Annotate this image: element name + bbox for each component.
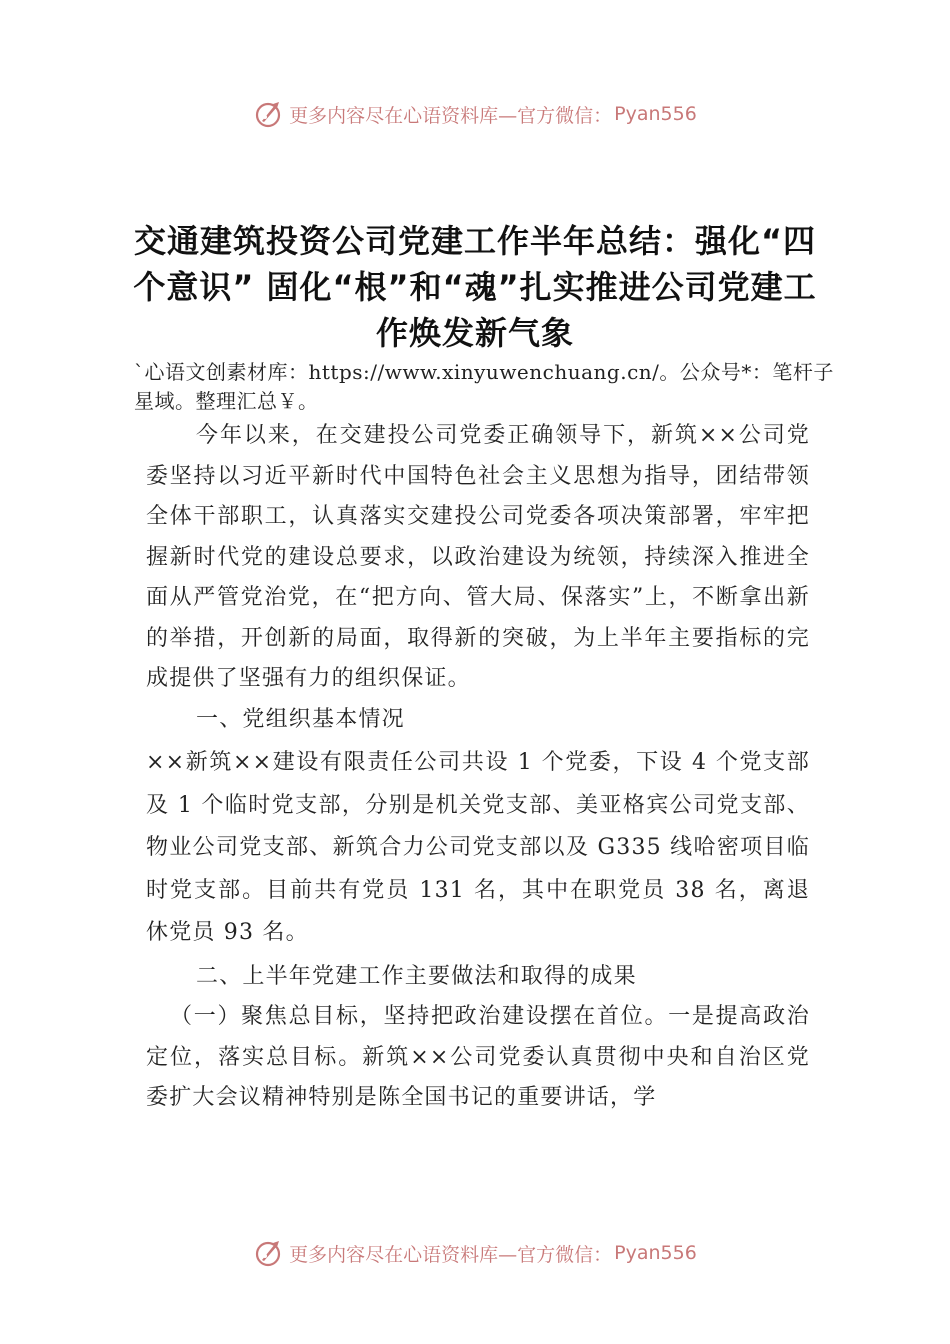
- source-note: `心语文创素材库：https://www.xinyuwenchuang.cn/。公众号*：笔杆子星域。整理汇总￥。: [134, 360, 834, 413]
- document-body: [146, 416, 810, 1119]
- heading-achievements: 二、上半年党建工作主要做法和取得的成果: [196, 963, 637, 989]
- footer-banner: [0, 1233, 950, 1273]
- paragraph-organization-info: ××新筑××建设有限责任公司共设 1 个党委，下设 4 个党支部及 1 个临时党支部，分别是机关党支部、美亚格宾公司党支部、物业公司党支部、新筑合力公司党支部以及 G335 线哈密项目临时党支部。目前共有党员 131 名，其中在职党员 38 名，离退休党员 93 名。: [146, 750, 810, 945]
- paragraph-intro: 今年以来，在交建投公司党委正确领导下，新筑××公司党委坚持以习近平新时代中国特色社会主义思想为指导，团结带领全体干部职工，认真落实交建投公司党委各项决策部署，牢牢把握新时代党的建设总要求，以政治建设为统领，持续深入推进全面从严管党治党，在“把方向、管大局、保落实”上，不断拿出新的举措，开创新的局面，取得新的突破，为上半年主要指标的完成提供了坚强有力的组织保证。: [146, 423, 810, 691]
- wechat-id: Pyan556: [614, 103, 697, 125]
- header-banner: [0, 94, 950, 134]
- banner-text: 更多内容尽在心语资料库—官方微信：: [289, 104, 613, 127]
- heading-party-organization: 一、党组织基本情况: [196, 706, 405, 732]
- quill-seal-icon: [253, 1238, 283, 1268]
- quill-seal-icon: [253, 99, 283, 129]
- document-title: 交通建筑投资公司党建工作半年总结：强化“四个意识” 固化“根”和“魂”扎实推进公司党建工作焕发新气象: [133, 222, 817, 352]
- paragraph-section-1: （一）聚焦总目标，坚持把政治建设摆在首位。一是提高政治定位，落实总目标。新筑××公司党委认真贯彻中央和自治区党委扩大会议精神特别是陈全国书记的重要讲话，学: [146, 1004, 810, 1110]
- wechat-id: Pyan556: [614, 1242, 697, 1264]
- banner-text: 更多内容尽在心语资料库—官方微信：: [289, 1243, 613, 1266]
